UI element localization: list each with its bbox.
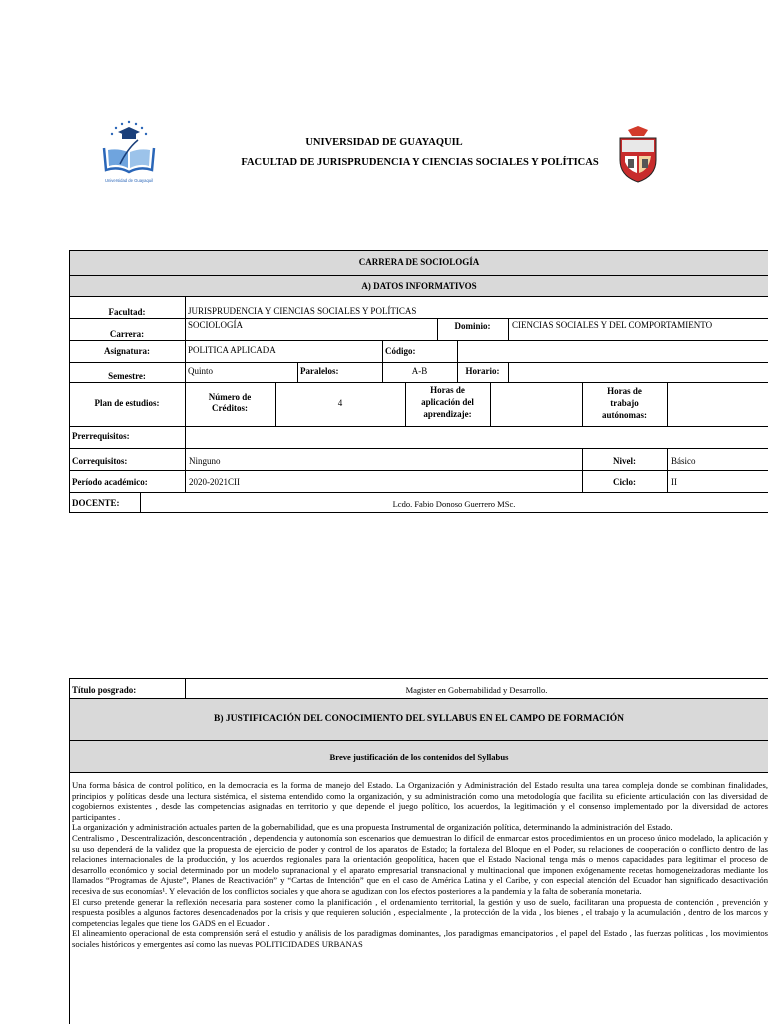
titulo-posgrado-label: Título posgrado: — [72, 685, 137, 695]
periodo-value: 2020-2021CII — [189, 477, 240, 487]
faculty-crest-icon — [614, 126, 662, 184]
paragraph-4: El curso pretende generar la reflexión necesaria para sostener como la planificación , el ordenamiento territorial, la gestión y uso de suelo, facilitaran una propuesta de contención , prevención y respuesta posibles a algunos factores desencadenados por la crisis y que requieren solución , especialmente , la protección de la vida , los bienes , el trabajo y la acumulación , dentro de los marcos y competencias legales que tiene los GADS en el Ecuador . — [72, 896, 768, 928]
nivel-value: Básico — [671, 456, 696, 466]
titulo-posgrado-value: Magister en Gobernabilidad y Desarrollo. — [405, 685, 548, 695]
university-title: UNIVERSIDAD DE GUAYAQUIL — [305, 137, 463, 148]
logo-caption: Universidad de Guayaquil — [105, 178, 153, 183]
dominio-value: CIENCIAS SOCIALES Y DEL COMPORTAMIENTO — [512, 320, 713, 330]
carrera-label: Carrera: — [109, 329, 145, 339]
paragraph-1: Una forma básica de control político, en la democracia es la forma de manejo del Estado. La Organización y Administración del Estado resulta una tarea compleja donde se combinan finalidades, principios y políticas desde una lectura sistémica, el sistema entendido como la organización, y su administración como una metodología que facilita su eficiente articulación con las diversidad de cogobiernos existentes , desde las competencias asignadas en territorio y que depende el juego político, los acuerdos, la legitimación y el consenso implementado por la diversidad de actores participantes . — [72, 780, 768, 822]
syllabus-justification-text — [72, 780, 768, 950]
correquisitos-value: Ninguno — [189, 456, 221, 466]
horas-aplicacion-1: Horas de — [430, 385, 465, 395]
prerrequisitos-label: Prerrequisitos: — [72, 431, 130, 441]
paralelos-label: Paralelos: — [300, 366, 339, 376]
horas-aplicacion-3: aprendizaje: — [423, 409, 472, 419]
table1-title: CARRERA DE SOCIOLOGÍA — [358, 257, 480, 267]
paragraph-3: Centralismo , Descentralización, desconcentración , dependencia y autonomía son escenarios que demuestran lo difícil de enmarcar estos procedimientos en un proceso único modelado, la aplicación y su uso dependerá de la validez que la propuesta de ejercicio de poder y control de los aparatos de Estado; la fortaleza del Bloque en el Poder, su relaciones de cooperación o conflicto dentro de las relaciones internacionales de la producción, y los acuerdos regionales para la orientación geopolítica, hacen que el Estado Nacional tenga más o menos capacidades para legitimar el proceso de desarrollo económico y social determinado por un modelo supranacional y el aparato empresarial transnacional y multinacional que imponen exógenamente recetas homogeneizadoras mediante los llamados “Programas de Ajuste”, Planes de Reactivación” y “Cartas de Intención” que en el caso de América Latina y el Caribe, y con especial atención del Ecuador han significado desactivación recesiva de sus economías¹. Y elevación de los conflictos sociales y que ahora se agudizan con los efectos posteriores a la pandemia y la falta de soberanía monetaria. — [72, 832, 768, 896]
plan-label: Plan de estudios: — [94, 398, 160, 408]
horas-autonomas-2: trabajo — [610, 398, 639, 408]
table2-subtitle: Breve justificación de los contenidos del Syllabus — [329, 752, 509, 762]
facultad-label: Facultad: — [108, 307, 146, 317]
nivel-label: Nivel: — [613, 456, 636, 466]
carrera-value: SOCIOLOGÍA — [188, 320, 243, 330]
paragraph-5: El alineamiento operacional de esta comprensión será el estudio y análisis de los paradigmas dominantes, ,los paradigmas emancipatorios , el papel del Estado , las fuerzas políticas , los movimientos sociales históricos y emergentes así como las nuevas POLITICIDADES URBANAS — [72, 928, 768, 949]
table2-section: B) JUSTIFICACIÓN DEL CONOCIMIENTO DEL SYLLABUS EN EL CAMPO DE FORMACIÓN — [214, 714, 624, 724]
ciclo-value: II — [671, 477, 677, 487]
horas-autonomas-1: Horas de — [607, 386, 642, 396]
docente-value: Lcdo. Fabio Donoso Guerrero MSc. — [392, 499, 516, 509]
university-logo — [96, 118, 162, 188]
horas-autonomas-3: autónomas: — [601, 410, 647, 420]
asignatura-value: POLITICA APLICADA — [188, 345, 276, 355]
ciclo-label: Ciclo: — [613, 477, 636, 487]
creditos-label-1: Número de — [208, 392, 252, 402]
facultad-value: JURISPRUDENCIA Y CIENCIAS SOCIALES Y POLÍTICAS — [188, 306, 417, 316]
paralelos-value: A-B — [411, 366, 428, 376]
periodo-label: Período académico: — [72, 477, 148, 487]
horario-label: Horario: — [465, 366, 500, 376]
table1-section: A) DATOS INFORMATIVOS — [361, 281, 477, 291]
creditos-value: 4 — [337, 398, 343, 408]
correquisitos-label: Correquisitos: — [72, 456, 128, 466]
semestre-label: Semestre: — [108, 371, 146, 381]
docente-label: DOCENTE: — [72, 498, 120, 508]
creditos-label-2: Créditos: — [212, 403, 248, 413]
dominio-label: Dominio: — [454, 321, 491, 331]
horas-aplicacion-2: aplicación del — [421, 397, 474, 407]
asignatura-label: Asignatura: — [103, 346, 150, 356]
faculty-title: FACULTAD DE JURISPRUDENCIA Y CIENCIAS SOCIALES Y POLÍTICAS — [241, 157, 599, 168]
codigo-label: Código: — [385, 346, 416, 356]
paragraph-2: La organización y administración actuales parten de la gobernabilidad, que es una propuesta Instrumental de organización política, determinando la administración del Estado. — [72, 822, 673, 833]
semestre-value: Quinto — [188, 366, 214, 376]
